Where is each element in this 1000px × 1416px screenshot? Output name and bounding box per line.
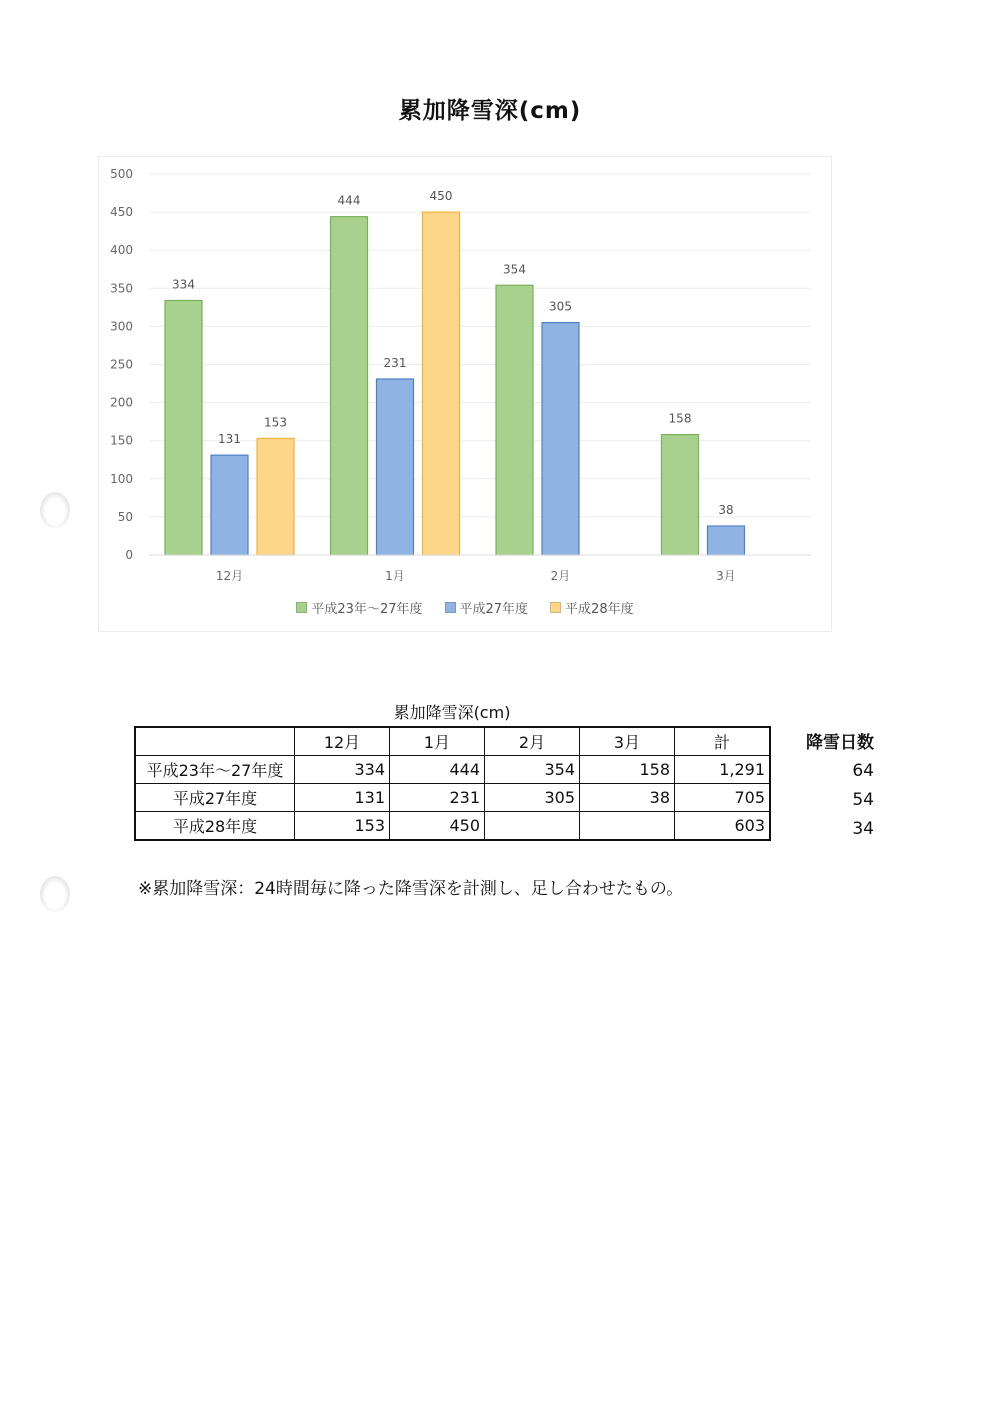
legend-label: 平成23年～27年度: [311, 602, 423, 617]
bar: [331, 217, 368, 555]
legend-swatch: [445, 602, 456, 613]
legend-entry: [550, 598, 634, 617]
legend-swatch: [550, 602, 561, 613]
table-cell: 158: [580, 756, 675, 784]
bar: [542, 323, 579, 555]
table-row: [135, 812, 770, 841]
table-cell: 1,291: [675, 756, 771, 784]
punch-hole-bottom: [40, 876, 70, 912]
data-label: 305: [549, 299, 572, 314]
table-cell: 153: [295, 812, 390, 841]
chart-title: 累加降雪深(cm): [398, 98, 582, 124]
table-cell: 705: [675, 784, 771, 812]
table-cell: [580, 812, 675, 841]
table-title: 累加降雪深(cm): [393, 703, 511, 722]
table-cell: 231: [390, 784, 485, 812]
table-cell: 334: [295, 756, 390, 784]
table-cell: 354: [485, 756, 580, 784]
chart-legend: [99, 598, 831, 617]
data-label: 231: [383, 355, 407, 370]
bar-chart: [99, 157, 831, 631]
data-label: 158: [668, 411, 692, 426]
x-tick-label: 1月: [385, 569, 405, 583]
bar: [377, 379, 414, 555]
snow-days-header: 降雪日数: [806, 733, 874, 753]
data-label: 354: [503, 262, 526, 277]
y-tick-label: 200: [110, 395, 133, 410]
y-tick-label: 300: [110, 319, 133, 334]
bar: [423, 212, 460, 555]
bar: [257, 438, 294, 555]
bar: [165, 300, 202, 555]
x-tick-label: 12月: [215, 569, 244, 583]
y-tick-label: 450: [110, 205, 133, 220]
table-cell: 444: [390, 756, 485, 784]
legend-entry: [296, 598, 422, 617]
x-tick-label: 3月: [716, 569, 736, 583]
data-label: 38: [718, 503, 734, 518]
x-tick-label: 2月: [550, 569, 571, 583]
bar: [496, 285, 533, 555]
table-cell: 603: [675, 812, 771, 841]
table-header-cell: 計: [675, 727, 771, 756]
y-tick-label: 100: [110, 471, 133, 486]
bar: [662, 435, 699, 555]
table-cell: [485, 812, 580, 841]
table-cell: 131: [295, 784, 390, 812]
legend-entry: [445, 598, 529, 617]
table-header-cell: 2月: [485, 727, 580, 756]
legend-label: 平成28年度: [565, 602, 634, 617]
data-label: 153: [264, 415, 287, 430]
data-label: 444: [337, 193, 361, 208]
table-cell: 450: [390, 812, 485, 841]
table-row: [135, 756, 770, 784]
table-cell: 305: [485, 784, 580, 812]
table-header-cell: [135, 727, 295, 756]
row-label: 平成23年～27年度: [135, 756, 295, 784]
snow-days-value: 64: [852, 761, 874, 781]
table-header-cell: 12月: [295, 727, 390, 756]
table-header-cell: 3月: [580, 727, 675, 756]
snowfall-table: [134, 726, 771, 841]
snow-days-value: 34: [852, 819, 874, 839]
table-row: [135, 784, 770, 812]
data-label: 450: [429, 189, 453, 204]
table-cell: 38: [580, 784, 675, 812]
table-header-cell: 1月: [390, 727, 485, 756]
y-tick-label: 400: [110, 243, 133, 258]
row-label: 平成28年度: [135, 812, 295, 841]
data-label: 131: [218, 432, 241, 447]
y-tick-label: 250: [110, 357, 133, 372]
punch-hole-top: [40, 492, 70, 528]
snow-days-value: 54: [852, 790, 874, 810]
y-tick-label: 350: [110, 281, 133, 296]
chart-area: [98, 156, 832, 632]
y-tick-label: 150: [110, 433, 133, 448]
y-tick-label: 500: [110, 167, 133, 181]
legend-swatch: [296, 602, 307, 613]
table-header-row: [135, 727, 770, 756]
snow-days-column: [790, 730, 890, 844]
row-label: 平成27年度: [135, 784, 295, 812]
y-tick-label: 50: [117, 509, 133, 524]
bar: [708, 526, 745, 555]
data-label: 334: [172, 277, 195, 292]
y-tick-label: 0: [125, 548, 133, 562]
footnote: ※累加降雪深：24時間毎に降った降雪深を計測し、足し合わせたもの。: [138, 879, 684, 899]
legend-label: 平成27年度: [459, 602, 529, 617]
bar: [211, 455, 248, 555]
